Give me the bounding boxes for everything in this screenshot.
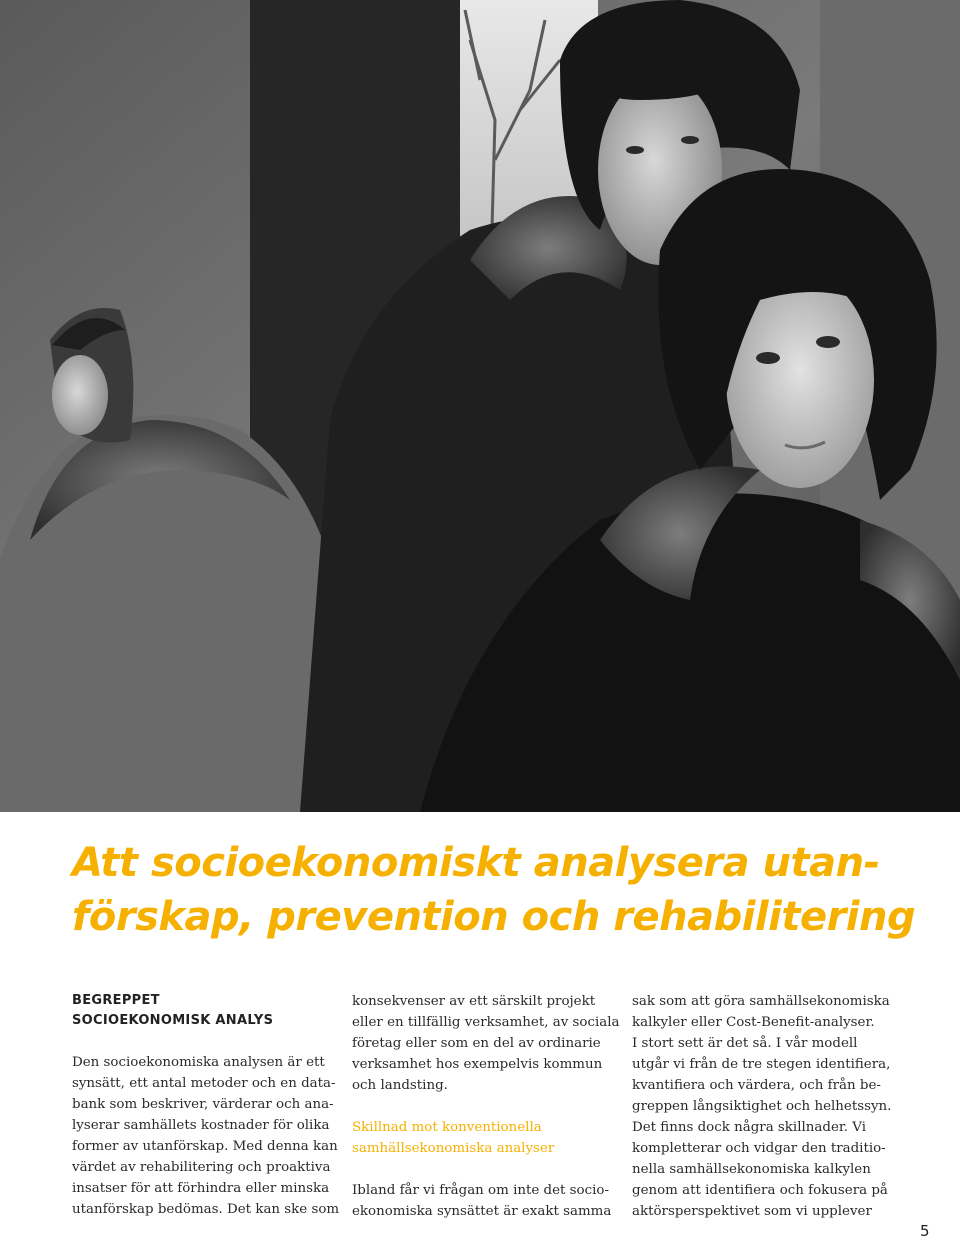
body-line: värdet av rehabilitering och proaktiva [72, 1160, 331, 1175]
column-3 [632, 991, 902, 1222]
body-line: konsekvenser av ett särskilt projekt [352, 994, 596, 1009]
body-line: aktörsperspektivet som vi upplever [632, 1204, 872, 1219]
body-line: Den socioekonomiska analysen är ett [72, 1055, 325, 1070]
body-line: företag eller som en del av ordinarie [352, 1036, 601, 1051]
body-line: och landsting. [352, 1078, 448, 1093]
column-2 [352, 991, 622, 1222]
body-line: insatser för att förhindra eller minska [72, 1181, 330, 1196]
subhead-line: Skillnad mot konventionella [352, 1120, 542, 1135]
body-line: nella samhällsekonomiska kalkylen [632, 1162, 871, 1177]
title-line: förskap, prevention och rehabilitering [72, 894, 916, 940]
body-line: ekonomiska synsättet är exakt samma [352, 1204, 612, 1219]
body-line: verksamhet hos exempelvis kommun [352, 1057, 603, 1072]
body-line: utanförskap bedömas. Det kan ske som [72, 1202, 340, 1217]
body-line: genom att identifiera och fokusera på [632, 1183, 888, 1198]
subhead-line: samhällsekonomiska analyser [352, 1141, 555, 1156]
body-line: utgår vi från de tre stegen identifiera, [632, 1057, 891, 1072]
body-line: eller en tillfällig verksamhet, av sociala [352, 1015, 620, 1030]
body-paragraph [632, 991, 902, 1222]
body-line: Ibland får vi frågan om inte det socio- [352, 1183, 609, 1198]
kicker-line: SOCIOEKONOMISK ANALYS [72, 1013, 274, 1028]
body-line: bank som beskriver, värderar och ana- [72, 1097, 334, 1112]
title-line: Att socioekonomiskt analysera utan- [72, 840, 880, 886]
section-kicker [72, 991, 342, 1031]
page-number: 5 [920, 1222, 930, 1240]
body-line: former av utanförskap. Med denna kan [72, 1139, 338, 1154]
body-paragraph [352, 1180, 622, 1222]
body-line: kalkyler eller Cost-Benefit-analyser. [632, 1015, 875, 1030]
article-title [72, 836, 932, 944]
body-paragraph [352, 991, 622, 1096]
body-line: greppen långsiktighet och helhetssyn. [632, 1099, 892, 1114]
body-line: lyserar samhällets kostnader för olika [72, 1118, 330, 1133]
body-line: kvantifiera och värdera, och från be- [632, 1078, 881, 1093]
body-line: synsätt, ett antal metoder och en data- [72, 1076, 336, 1091]
body-line: kompletterar och vidgar den traditio- [632, 1141, 886, 1156]
body-paragraph [72, 1052, 342, 1220]
body-line: Det finns dock några skillnader. Vi [632, 1120, 867, 1135]
kicker-line: BEGREPPET [72, 993, 160, 1008]
column-1 [72, 991, 342, 1220]
body-line: sak som att göra samhällsekonomiska [632, 994, 890, 1009]
section-subheading [352, 1117, 622, 1159]
body-line: I stort sett är det så. I vår modell [632, 1036, 858, 1051]
